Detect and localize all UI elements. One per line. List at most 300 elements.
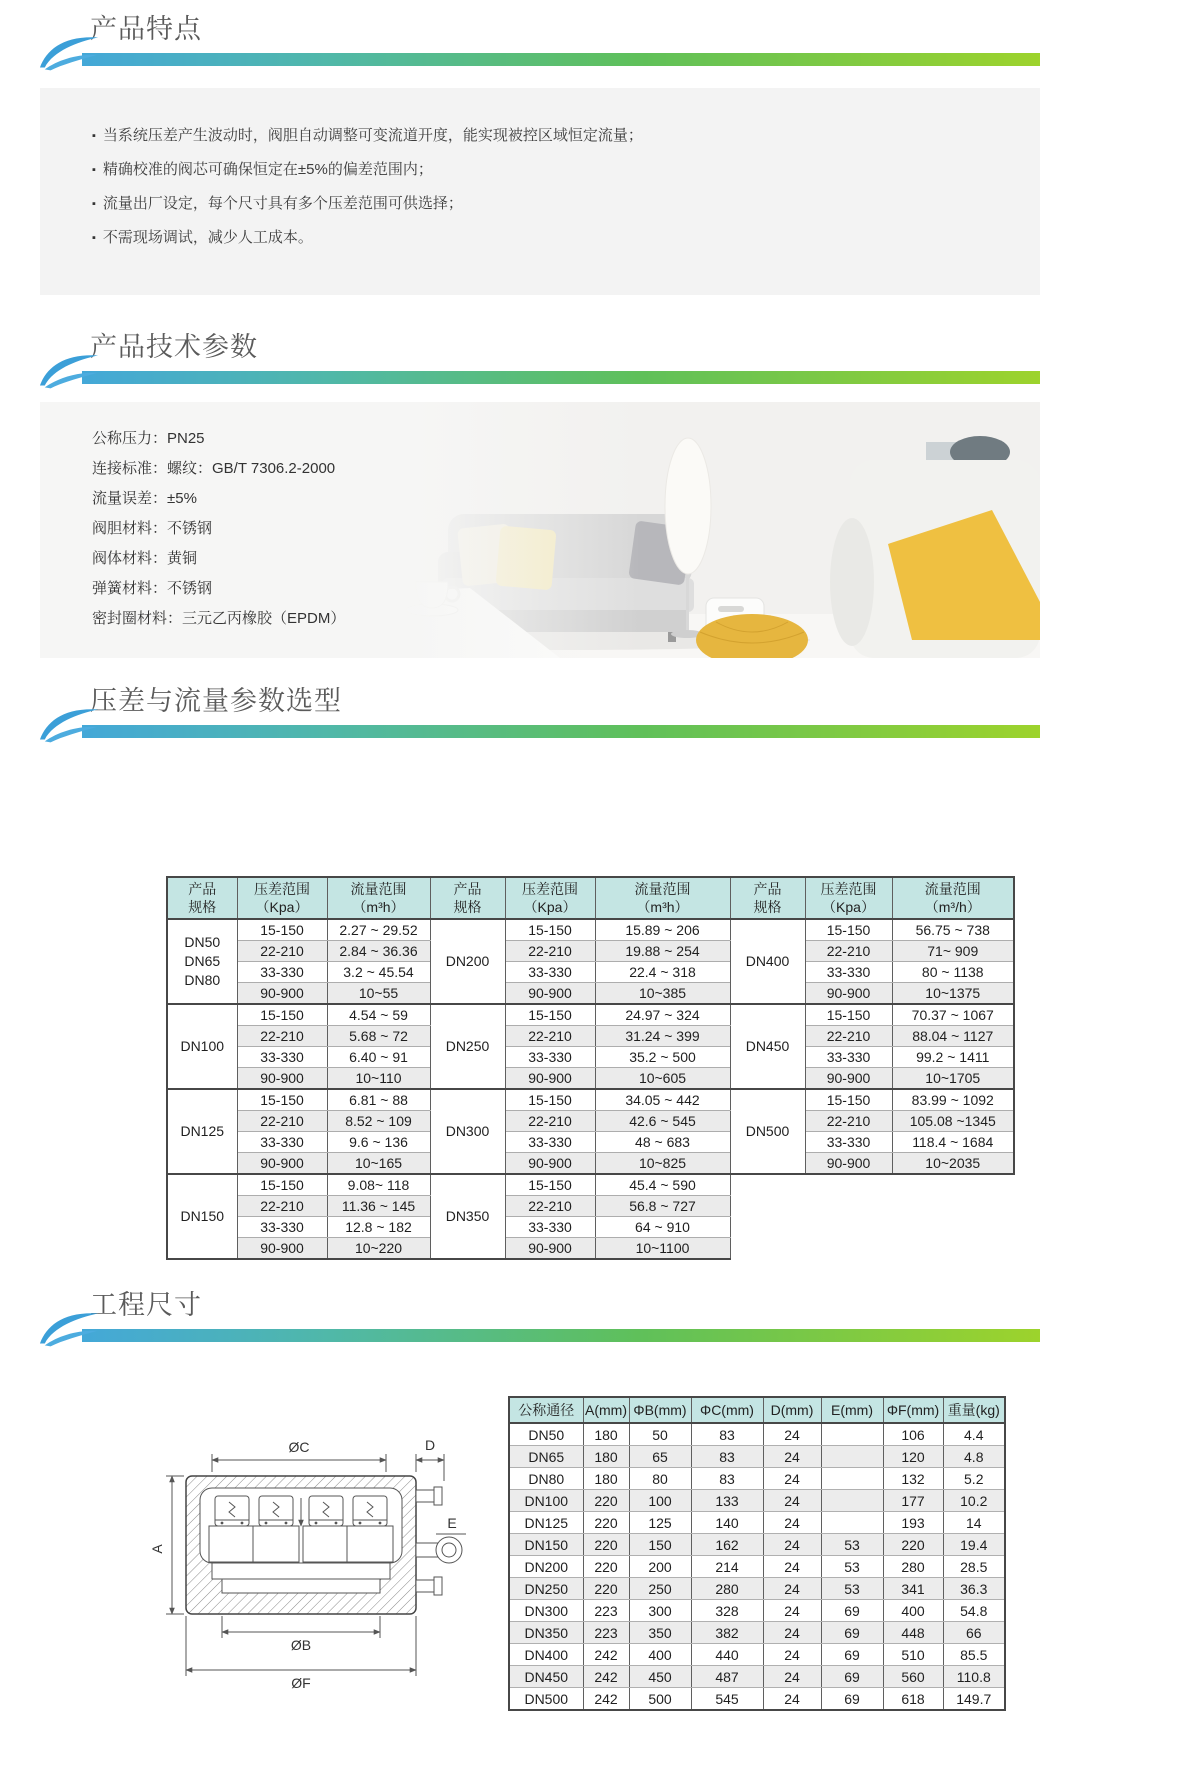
- pressure-range-cell: 33-330: [505, 962, 595, 983]
- pressure-range-cell: 33-330: [805, 962, 892, 983]
- dim-column-header: A(mm): [583, 1397, 629, 1423]
- dimension-value-cell: 19.4: [943, 1534, 1005, 1556]
- pressure-range-cell: 22-210: [805, 1111, 892, 1132]
- dimension-value-cell: 69: [821, 1600, 883, 1622]
- product-spec-cell: [430, 1004, 505, 1089]
- dimension-value-cell: 133: [691, 1490, 763, 1512]
- pressure-range-cell: 15-150: [805, 1089, 892, 1111]
- flow-range-cell: 45.4 ~ 590: [595, 1174, 730, 1196]
- selection-table-row: [167, 1217, 1014, 1238]
- flow-range-cell: 10~1375: [892, 983, 1014, 1005]
- selection-table-row: [167, 919, 1014, 941]
- section-title: 产品技术参数: [90, 332, 258, 362]
- dimension-value-cell: 242: [583, 1688, 629, 1711]
- selection-table-row: [167, 1026, 1014, 1047]
- dimension-value-cell: [821, 1446, 883, 1468]
- dimension-value-cell: 220: [883, 1534, 943, 1556]
- spec-line: 阀体材料：黄铜: [92, 550, 198, 567]
- dim-table-row: [509, 1446, 1005, 1468]
- pressure-range-cell: 22-210: [805, 941, 892, 962]
- dimension-value-cell: 200: [629, 1556, 691, 1578]
- dn-size-cell: DN250: [509, 1578, 583, 1600]
- dn-size-cell: DN400: [509, 1644, 583, 1666]
- dimension-value-cell: 69: [821, 1666, 883, 1688]
- header-line-2: （m³/h）: [924, 899, 981, 915]
- dimension-value-cell: 220: [583, 1512, 629, 1534]
- flow-range-cell: 10~825: [595, 1153, 730, 1175]
- dim-label-a: A: [149, 1544, 165, 1554]
- spec-model-line: DN100: [180, 1038, 225, 1054]
- dimension-value-cell: 24: [763, 1666, 821, 1688]
- feature-item: [92, 228, 1000, 248]
- selection-table-row: [167, 962, 1014, 983]
- spec-model-line: DN350: [445, 1208, 490, 1224]
- spec-line: 阀胆材料：不锈钢: [92, 520, 213, 537]
- empty-cell: [805, 1196, 892, 1217]
- dimension-value-cell: 24: [763, 1622, 821, 1644]
- flow-range-cell: 10~110: [327, 1068, 430, 1090]
- pressure-range-cell: 15-150: [237, 1174, 327, 1196]
- dimension-value-cell: 69: [821, 1688, 883, 1711]
- dimension-value-cell: 28.5: [943, 1556, 1005, 1578]
- flow-range-cell: 6.40 ~ 91: [327, 1047, 430, 1068]
- dimension-value-cell: 54.8: [943, 1600, 1005, 1622]
- gradient-accent-bar: [82, 1329, 1040, 1342]
- dim-table-row: [509, 1490, 1005, 1512]
- dim-column-header: E(mm): [821, 1397, 883, 1423]
- header-line-2: （Kpa）: [523, 899, 577, 915]
- dimension-value-cell: 350: [629, 1622, 691, 1644]
- dimension-value-cell: 83: [691, 1468, 763, 1490]
- dim-column-header: D(mm): [763, 1397, 821, 1423]
- selection-column-header: [595, 877, 730, 919]
- selection-column-header: [167, 877, 237, 919]
- selection-column-header: [327, 877, 430, 919]
- dimension-value-cell: 150: [629, 1534, 691, 1556]
- dimension-value-cell: 618: [883, 1688, 943, 1711]
- dimension-value-cell: 24: [763, 1423, 821, 1446]
- selection-table: [166, 876, 1015, 1260]
- gradient-accent-bar: [82, 371, 1040, 384]
- pressure-range-cell: 90-900: [237, 983, 327, 1005]
- dimension-value-cell: 10.2: [943, 1490, 1005, 1512]
- selection-table-row: [167, 1089, 1014, 1111]
- flow-range-cell: 10~1705: [892, 1068, 1014, 1090]
- spec-model-line: DN150: [180, 1208, 225, 1224]
- dimension-value-cell: 125: [629, 1512, 691, 1534]
- selection-table-row: [167, 983, 1014, 1005]
- pressure-range-cell: 15-150: [237, 919, 327, 941]
- feature-item: [92, 126, 1000, 146]
- dimension-value-cell: 341: [883, 1578, 943, 1600]
- header-line-1: 产品: [753, 881, 782, 897]
- dimension-value-cell: 280: [691, 1578, 763, 1600]
- flow-range-cell: 10~605: [595, 1068, 730, 1090]
- dimension-value-cell: 24: [763, 1600, 821, 1622]
- flow-range-cell: 10~2035: [892, 1153, 1014, 1175]
- selection-table-row: [167, 1132, 1014, 1153]
- section-title: 工程尺寸: [90, 1290, 202, 1320]
- dimension-value-cell: [821, 1512, 883, 1534]
- dim-table-row: [509, 1534, 1005, 1556]
- spec-line: 弹簧材料：不锈钢: [92, 580, 213, 597]
- empty-cell: [892, 1217, 1014, 1238]
- dimension-value-cell: 140: [691, 1512, 763, 1534]
- dimension-value-cell: 400: [883, 1600, 943, 1622]
- section-dimensions-header: [40, 1288, 1040, 1342]
- feature-text: 不需现场调试，减少人工成本。: [102, 229, 313, 246]
- bullet-square-icon: ▪: [92, 198, 96, 210]
- section-title: 压差与流量参数选型: [90, 686, 342, 716]
- dimension-value-cell: [821, 1468, 883, 1490]
- dimension-value-cell: 100: [629, 1490, 691, 1512]
- dimension-value-cell: [821, 1423, 883, 1446]
- empty-cell: [805, 1238, 892, 1260]
- dimension-value-cell: 24: [763, 1512, 821, 1534]
- flow-range-cell: 10~220: [327, 1238, 430, 1260]
- pressure-range-cell: 15-150: [805, 919, 892, 941]
- section-title: 产品特点: [90, 14, 202, 44]
- dimension-value-cell: 149.7: [943, 1688, 1005, 1711]
- dim-table-row: [509, 1600, 1005, 1622]
- flow-range-cell: 105.08 ~1345: [892, 1111, 1014, 1132]
- dimension-value-cell: 220: [583, 1556, 629, 1578]
- feature-text: 精确校准的阀芯可确保恒定在±5%的偏差范围内；: [102, 161, 433, 178]
- pressure-range-cell: 90-900: [505, 1238, 595, 1260]
- flow-range-cell: 71~ 909: [892, 941, 1014, 962]
- dim-table-row: [509, 1512, 1005, 1534]
- flow-range-cell: 56.8 ~ 727: [595, 1196, 730, 1217]
- dim-column-header: 重量(kg): [943, 1397, 1005, 1423]
- flow-range-cell: 31.24 ~ 399: [595, 1026, 730, 1047]
- gradient-accent-bar: [82, 725, 1040, 738]
- pressure-range-cell: 90-900: [505, 983, 595, 1005]
- bullet-square-icon: ▪: [92, 164, 96, 176]
- spec-model-line: DN125: [180, 1123, 225, 1139]
- product-spec-cell: [430, 1174, 505, 1259]
- dimension-value-cell: 53: [821, 1534, 883, 1556]
- dim-header-row: [509, 1397, 1005, 1423]
- flow-range-cell: 70.37 ~ 1067: [892, 1004, 1014, 1026]
- empty-cell: [805, 1217, 892, 1238]
- flow-range-cell: 99.2 ~ 1411: [892, 1047, 1014, 1068]
- leaf-logo-icon: [38, 28, 100, 72]
- dimension-value-cell: 220: [583, 1578, 629, 1600]
- dimension-value-cell: 177: [883, 1490, 943, 1512]
- dimension-value-cell: 69: [821, 1622, 883, 1644]
- product-spec-cell: [167, 1004, 237, 1089]
- selection-column-header: [892, 877, 1014, 919]
- product-spec-cell: [730, 1089, 805, 1174]
- dimension-value-cell: 24: [763, 1468, 821, 1490]
- pressure-range-cell: 33-330: [237, 1047, 327, 1068]
- dim-column-header: ΦB(mm): [629, 1397, 691, 1423]
- header-line-2: 规格: [753, 899, 782, 915]
- dimension-value-cell: 24: [763, 1490, 821, 1512]
- flow-range-cell: 80 ~ 1138: [892, 962, 1014, 983]
- dn-size-cell: DN350: [509, 1622, 583, 1644]
- spec-model-line: DN50: [184, 934, 221, 950]
- dim-table-row: [509, 1556, 1005, 1578]
- flow-range-cell: 15.89 ~ 206: [595, 919, 730, 941]
- flow-range-cell: 118.4 ~ 1684: [892, 1132, 1014, 1153]
- dimension-value-cell: 223: [583, 1622, 629, 1644]
- header-line-2: 规格: [188, 899, 217, 915]
- dim-label-e: E: [447, 1515, 457, 1531]
- flow-range-cell: 3.2 ~ 45.54: [327, 962, 430, 983]
- pressure-range-cell: 15-150: [505, 919, 595, 941]
- dimension-table: [508, 1396, 1006, 1711]
- pressure-range-cell: 22-210: [237, 1196, 327, 1217]
- header-line-1: 产品: [188, 881, 217, 897]
- header-line-1: 压差范围: [820, 881, 877, 897]
- dimension-value-cell: 180: [583, 1446, 629, 1468]
- pressure-range-cell: 33-330: [505, 1217, 595, 1238]
- spec-line: 公称压力：PN25: [92, 430, 205, 447]
- dim-column-header: ΦC(mm): [691, 1397, 763, 1423]
- dimension-value-cell: 4.8: [943, 1446, 1005, 1468]
- selection-column-header: [237, 877, 327, 919]
- pressure-range-cell: 15-150: [805, 1004, 892, 1026]
- dimension-value-cell: 242: [583, 1666, 629, 1688]
- dimension-value-cell: 66: [943, 1622, 1005, 1644]
- side-fittings: [416, 1487, 462, 1595]
- pressure-range-cell: 22-210: [505, 1111, 595, 1132]
- dim-table-row: [509, 1688, 1005, 1711]
- flow-range-cell: 10~1100: [595, 1238, 730, 1260]
- flow-range-cell: 48 ~ 683: [595, 1132, 730, 1153]
- dim-label-ob: ØB: [290, 1637, 312, 1653]
- selection-header-row: [167, 877, 1014, 919]
- pressure-range-cell: 33-330: [237, 1132, 327, 1153]
- dimension-value-cell: 220: [583, 1534, 629, 1556]
- pressure-range-cell: 15-150: [505, 1004, 595, 1026]
- dn-size-cell: DN500: [509, 1688, 583, 1711]
- dim-table-row: [509, 1644, 1005, 1666]
- empty-cell: [805, 1174, 892, 1196]
- pressure-range-cell: 33-330: [505, 1132, 595, 1153]
- flow-range-cell: 4.54 ~ 59: [327, 1004, 430, 1026]
- flow-range-cell: 19.88 ~ 254: [595, 941, 730, 962]
- dn-size-cell: DN100: [509, 1490, 583, 1512]
- dimension-value-cell: 69: [821, 1644, 883, 1666]
- tech-spec-list: [92, 424, 345, 634]
- product-spec-cell: [430, 919, 505, 1004]
- dimension-value-cell: 162: [691, 1534, 763, 1556]
- spec-line: 密封圈材料：三元乙丙橡胶（EPDM）: [92, 610, 346, 627]
- spec-line: 连接标准：螺纹：GB/T 7306.2-2000: [92, 460, 336, 477]
- header-line-1: 产品: [453, 881, 482, 897]
- feature-text: 流量出厂设定，每个尺寸具有多个压差范围可供选择；: [102, 195, 463, 212]
- empty-cell: [892, 1196, 1014, 1217]
- spec-model-line: DN500: [745, 1123, 790, 1139]
- dimension-value-cell: 450: [629, 1666, 691, 1688]
- header-line-2: （m³h）: [352, 899, 405, 915]
- dimension-value-cell: 65: [629, 1446, 691, 1468]
- pressure-range-cell: 90-900: [805, 983, 892, 1005]
- pressure-range-cell: 33-330: [505, 1047, 595, 1068]
- flow-range-cell: 22.4 ~ 318: [595, 962, 730, 983]
- dimension-value-cell: 250: [629, 1578, 691, 1600]
- flow-range-cell: 88.04 ~ 1127: [892, 1026, 1014, 1047]
- dimension-value-cell: [821, 1490, 883, 1512]
- spec-model-line: DN300: [445, 1123, 490, 1139]
- dimension-value-cell: 36.3: [943, 1578, 1005, 1600]
- spec-model-line: DN200: [445, 953, 490, 969]
- dimension-value-cell: 487: [691, 1666, 763, 1688]
- pressure-range-cell: 22-210: [505, 1026, 595, 1047]
- selection-table-row: [167, 1068, 1014, 1090]
- pressure-range-cell: 15-150: [505, 1174, 595, 1196]
- dim-table-row: [509, 1468, 1005, 1490]
- pressure-range-cell: 33-330: [237, 1217, 327, 1238]
- dimension-value-cell: 193: [883, 1512, 943, 1534]
- pressure-range-cell: 22-210: [237, 1026, 327, 1047]
- empty-cell: [892, 1174, 1014, 1196]
- dn-size-cell: DN65: [509, 1446, 583, 1468]
- selection-table-row: [167, 1153, 1014, 1175]
- product-spec-cell: [167, 1089, 237, 1174]
- pressure-range-cell: 33-330: [805, 1047, 892, 1068]
- pressure-range-cell: 90-900: [805, 1068, 892, 1090]
- flow-range-cell: 11.36 ~ 145: [327, 1196, 430, 1217]
- dimension-value-cell: 448: [883, 1622, 943, 1644]
- dimension-value-cell: 24: [763, 1644, 821, 1666]
- flow-range-cell: 10~165: [327, 1153, 430, 1175]
- dimension-value-cell: 4.4: [943, 1423, 1005, 1446]
- section-selection-header: [40, 684, 1040, 738]
- product-spec-cell: [730, 1174, 805, 1259]
- pressure-range-cell: 33-330: [237, 962, 327, 983]
- dimension-value-cell: 24: [763, 1534, 821, 1556]
- dimension-value-cell: 106: [883, 1423, 943, 1446]
- dimension-value-cell: 280: [883, 1556, 943, 1578]
- section-tech-header: [40, 330, 1040, 384]
- pressure-range-cell: 22-210: [237, 941, 327, 962]
- flow-range-cell: 2.84 ~ 36.36: [327, 941, 430, 962]
- selection-column-header: [505, 877, 595, 919]
- features-list: [40, 88, 1040, 248]
- dimension-value-cell: 440: [691, 1644, 763, 1666]
- flow-range-cell: 9.08~ 118: [327, 1174, 430, 1196]
- spec-model-line: DN80: [184, 972, 221, 988]
- product-spec-cell: [430, 1089, 505, 1174]
- dn-size-cell: DN450: [509, 1666, 583, 1688]
- spec-model-line: DN400: [745, 953, 790, 969]
- selection-table-row: [167, 941, 1014, 962]
- dn-size-cell: DN50: [509, 1423, 583, 1446]
- gradient-accent-bar: [82, 53, 1040, 66]
- flow-range-cell: 9.6 ~ 136: [327, 1132, 430, 1153]
- flow-range-cell: 64 ~ 910: [595, 1217, 730, 1238]
- header-line-2: 规格: [453, 899, 482, 915]
- feature-item: [92, 194, 1000, 214]
- pressure-range-cell: 90-900: [505, 1153, 595, 1175]
- dimension-value-cell: 214: [691, 1556, 763, 1578]
- dimension-value-cell: 24: [763, 1688, 821, 1711]
- dimension-value-cell: 300: [629, 1600, 691, 1622]
- dimension-value-cell: 14: [943, 1512, 1005, 1534]
- flow-range-cell: 83.99 ~ 1092: [892, 1089, 1014, 1111]
- pressure-range-cell: 15-150: [505, 1089, 595, 1111]
- dim-column-header: ΦF(mm): [883, 1397, 943, 1423]
- pressure-range-cell: 22-210: [237, 1111, 327, 1132]
- dimension-value-cell: 180: [583, 1468, 629, 1490]
- pressure-range-cell: 90-900: [237, 1238, 327, 1260]
- dimension-value-cell: 53: [821, 1578, 883, 1600]
- flow-range-cell: 34.05 ~ 442: [595, 1089, 730, 1111]
- dimension-value-cell: 83: [691, 1423, 763, 1446]
- pressure-range-cell: 90-900: [237, 1068, 327, 1090]
- pressure-range-cell: 90-900: [805, 1153, 892, 1175]
- flow-range-cell: 6.81 ~ 88: [327, 1089, 430, 1111]
- dimension-value-cell: 560: [883, 1666, 943, 1688]
- leaf-logo-icon: [38, 346, 100, 390]
- dimension-value-cell: 382: [691, 1622, 763, 1644]
- selection-table-row: [167, 1111, 1014, 1132]
- dimension-value-cell: 223: [583, 1600, 629, 1622]
- pressure-range-cell: 15-150: [237, 1004, 327, 1026]
- spec-model-line: DN65: [184, 953, 221, 969]
- dim-table-row: [509, 1622, 1005, 1644]
- flow-range-cell: 42.6 ~ 545: [595, 1111, 730, 1132]
- dimension-value-cell: 120: [883, 1446, 943, 1468]
- dimension-value-cell: 328: [691, 1600, 763, 1622]
- dn-size-cell: DN125: [509, 1512, 583, 1534]
- selection-table-row: [167, 1238, 1014, 1260]
- dimension-value-cell: 545: [691, 1688, 763, 1711]
- dimension-value-cell: 24: [763, 1446, 821, 1468]
- dimension-value-cell: 500: [629, 1688, 691, 1711]
- header-line-1: 流量范围: [634, 881, 691, 897]
- leaf-logo-icon: [38, 700, 100, 744]
- spec-model-line: DN450: [745, 1038, 790, 1054]
- header-line-2: （Kpa）: [822, 899, 875, 915]
- selection-table-row: [167, 1047, 1014, 1068]
- dn-size-cell: DN200: [509, 1556, 583, 1578]
- selection-column-header: [730, 877, 805, 919]
- features-box: [40, 88, 1040, 295]
- flow-range-cell: 10~385: [595, 983, 730, 1005]
- pressure-range-cell: 33-330: [805, 1132, 892, 1153]
- bullet-square-icon: ▪: [92, 232, 96, 244]
- flow-range-cell: 8.52 ~ 109: [327, 1111, 430, 1132]
- leaf-logo-icon: [38, 1304, 100, 1348]
- dimension-value-cell: 50: [629, 1423, 691, 1446]
- header-line-1: 流量范围: [350, 881, 407, 897]
- selection-column-header: [430, 877, 505, 919]
- dimension-value-cell: 510: [883, 1644, 943, 1666]
- header-line-1: 压差范围: [522, 881, 578, 897]
- dimension-value-cell: 85.5: [943, 1644, 1005, 1666]
- dn-size-cell: DN150: [509, 1534, 583, 1556]
- pressure-range-cell: 90-900: [237, 1153, 327, 1175]
- dim-table-row: [509, 1666, 1005, 1688]
- selection-table-row: [167, 1174, 1014, 1196]
- flow-range-cell: 12.8 ~ 182: [327, 1217, 430, 1238]
- tech-params-box: [40, 402, 1040, 658]
- feature-item: [92, 160, 1000, 180]
- dimension-value-cell: 132: [883, 1468, 943, 1490]
- dim-table-row: [509, 1423, 1005, 1446]
- dimension-value-cell: 220: [583, 1490, 629, 1512]
- valve-cross-section-drawing: [146, 1428, 468, 1720]
- header-line-1: 压差范围: [254, 881, 310, 897]
- empty-cell: [892, 1238, 1014, 1260]
- pressure-range-cell: 22-210: [805, 1026, 892, 1047]
- flow-range-cell: 35.2 ~ 500: [595, 1047, 730, 1068]
- pressure-range-cell: 90-900: [505, 1068, 595, 1090]
